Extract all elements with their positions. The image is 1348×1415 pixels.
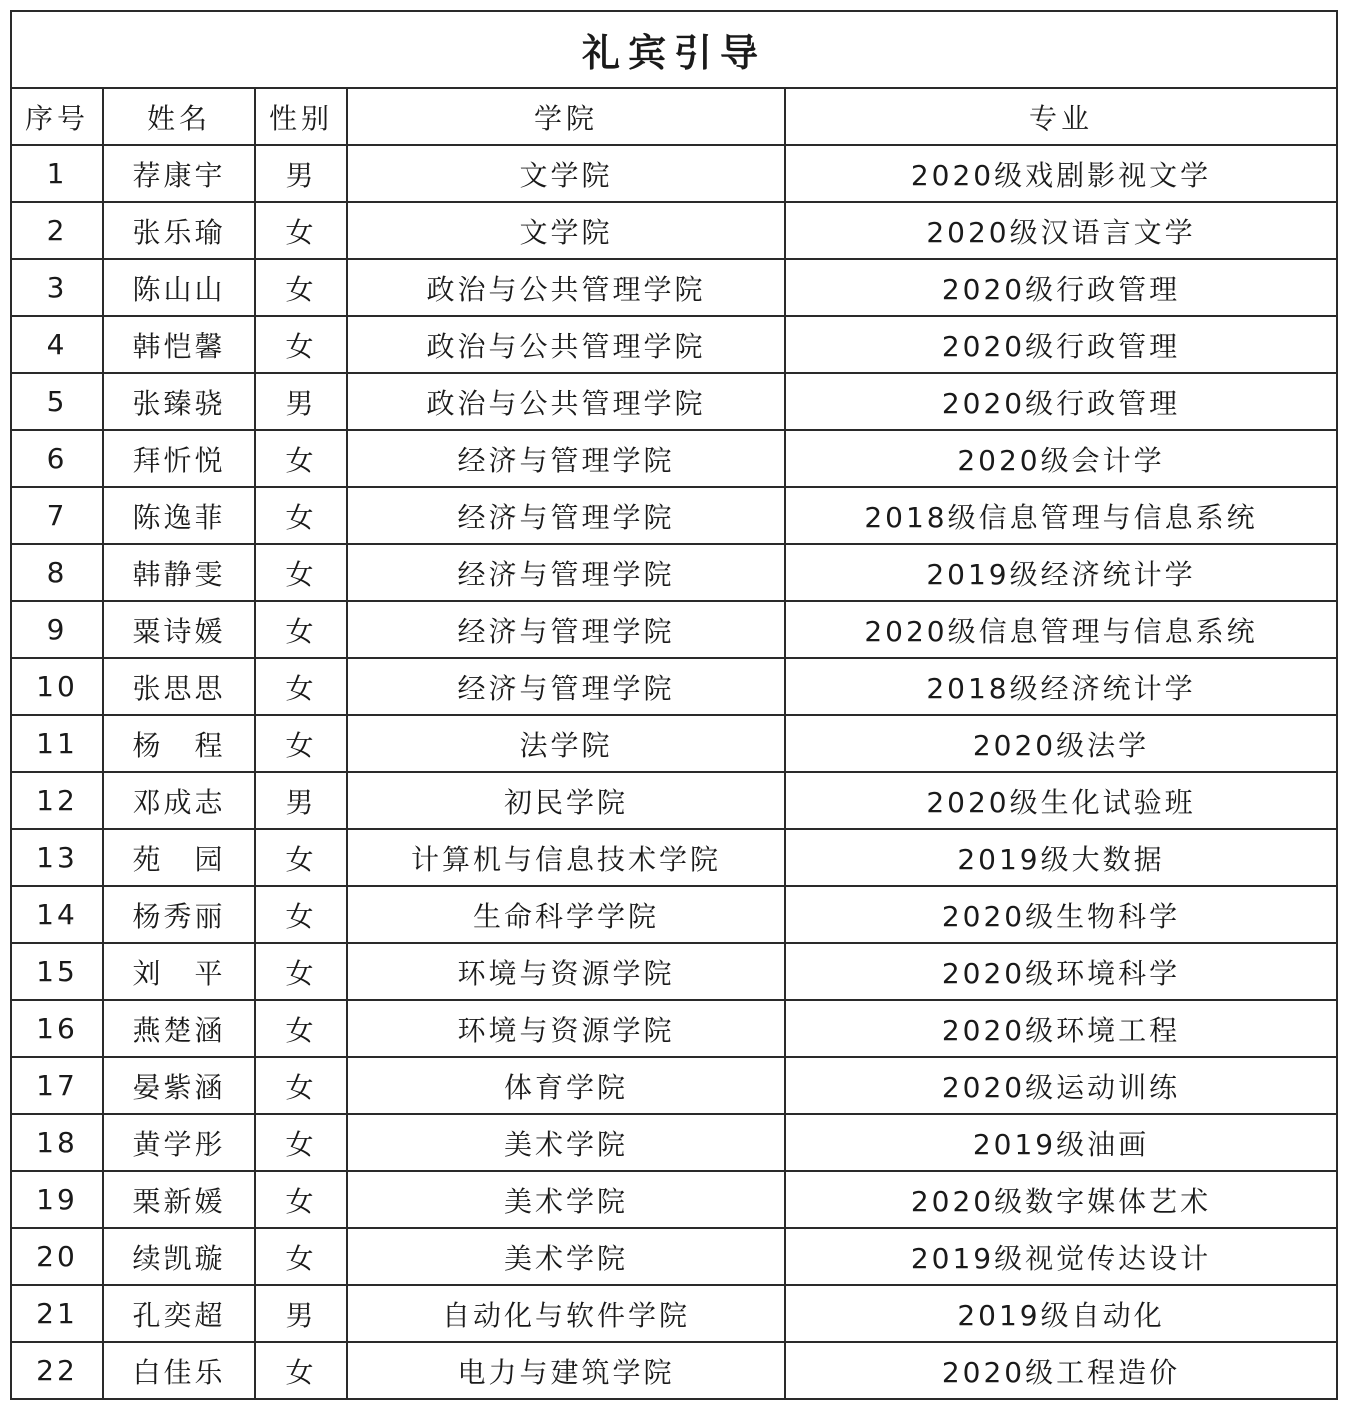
header-seq: 序号 (11, 88, 103, 145)
cell-college: 计算机与信息技术学院 (347, 829, 785, 886)
cell-college: 经济与管理学院 (347, 658, 785, 715)
cell-name: 黄学彤 (103, 1114, 255, 1171)
cell-college: 政治与公共管理学院 (347, 316, 785, 373)
table-row (11, 658, 1337, 715)
cell-gender: 女 (255, 1114, 347, 1171)
table-row (11, 1000, 1337, 1057)
cell-major: 2019级油画 (785, 1114, 1337, 1171)
guest-guide-table (10, 10, 1338, 1400)
cell-gender: 女 (255, 943, 347, 1000)
cell-seq: 2 (11, 202, 103, 259)
table-row (11, 316, 1337, 373)
cell-name: 刘 平 (103, 943, 255, 1000)
cell-gender: 女 (255, 544, 347, 601)
cell-major: 2018级信息管理与信息系统 (785, 487, 1337, 544)
cell-gender: 女 (255, 829, 347, 886)
cell-seq: 16 (11, 1000, 103, 1057)
cell-college: 经济与管理学院 (347, 430, 785, 487)
cell-name: 陈山山 (103, 259, 255, 316)
cell-name: 张臻骁 (103, 373, 255, 430)
table-row (11, 430, 1337, 487)
cell-name: 荐康宇 (103, 145, 255, 202)
cell-name: 孔奕超 (103, 1285, 255, 1342)
cell-name: 续凯璇 (103, 1228, 255, 1285)
cell-major: 2020级生物科学 (785, 886, 1337, 943)
cell-major: 2020级戏剧影视文学 (785, 145, 1337, 202)
cell-seq: 21 (11, 1285, 103, 1342)
cell-seq: 14 (11, 886, 103, 943)
table-row (11, 943, 1337, 1000)
cell-college: 环境与资源学院 (347, 1000, 785, 1057)
cell-college: 文学院 (347, 145, 785, 202)
cell-major: 2020级环境科学 (785, 943, 1337, 1000)
cell-name: 苑 园 (103, 829, 255, 886)
cell-major: 2020级工程造价 (785, 1342, 1337, 1399)
table-row (11, 886, 1337, 943)
table-row (11, 1285, 1337, 1342)
cell-gender: 女 (255, 1228, 347, 1285)
table-row (11, 601, 1337, 658)
cell-name: 韩恺馨 (103, 316, 255, 373)
cell-college: 经济与管理学院 (347, 544, 785, 601)
cell-gender: 女 (255, 658, 347, 715)
cell-name: 邓成志 (103, 772, 255, 829)
table-row (11, 829, 1337, 886)
cell-college: 自动化与软件学院 (347, 1285, 785, 1342)
cell-gender: 男 (255, 1285, 347, 1342)
cell-name: 拜忻悦 (103, 430, 255, 487)
cell-major: 2020级法学 (785, 715, 1337, 772)
table-row (11, 544, 1337, 601)
cell-major: 2020级行政管理 (785, 316, 1337, 373)
cell-seq: 8 (11, 544, 103, 601)
cell-gender: 男 (255, 373, 347, 430)
cell-major: 2020级生化试验班 (785, 772, 1337, 829)
cell-college: 经济与管理学院 (347, 601, 785, 658)
cell-gender: 女 (255, 601, 347, 658)
table-body (11, 11, 1337, 1399)
cell-college: 政治与公共管理学院 (347, 373, 785, 430)
cell-seq: 7 (11, 487, 103, 544)
cell-seq: 20 (11, 1228, 103, 1285)
header-row (11, 88, 1337, 145)
cell-major: 2020级行政管理 (785, 373, 1337, 430)
cell-gender: 女 (255, 1171, 347, 1228)
cell-seq: 18 (11, 1114, 103, 1171)
cell-college: 文学院 (347, 202, 785, 259)
cell-major: 2019级自动化 (785, 1285, 1337, 1342)
header-gender: 性别 (255, 88, 347, 145)
cell-college: 生命科学学院 (347, 886, 785, 943)
cell-college: 电力与建筑学院 (347, 1342, 785, 1399)
cell-gender: 女 (255, 1000, 347, 1057)
cell-gender: 女 (255, 316, 347, 373)
cell-college: 环境与资源学院 (347, 943, 785, 1000)
table-row (11, 1171, 1337, 1228)
table-row (11, 202, 1337, 259)
cell-seq: 15 (11, 943, 103, 1000)
cell-seq: 19 (11, 1171, 103, 1228)
cell-major: 2020级运动训练 (785, 1057, 1337, 1114)
cell-college: 经济与管理学院 (347, 487, 785, 544)
cell-gender: 女 (255, 715, 347, 772)
cell-major: 2020级行政管理 (785, 259, 1337, 316)
cell-gender: 女 (255, 202, 347, 259)
cell-seq: 4 (11, 316, 103, 373)
cell-college: 政治与公共管理学院 (347, 259, 785, 316)
cell-seq: 10 (11, 658, 103, 715)
cell-major: 2020级环境工程 (785, 1000, 1337, 1057)
cell-gender: 女 (255, 886, 347, 943)
table-row (11, 1228, 1337, 1285)
cell-name: 燕楚涵 (103, 1000, 255, 1057)
cell-major: 2019级视觉传达设计 (785, 1228, 1337, 1285)
cell-name: 杨 程 (103, 715, 255, 772)
cell-major: 2020级会计学 (785, 430, 1337, 487)
cell-seq: 9 (11, 601, 103, 658)
cell-gender: 女 (255, 430, 347, 487)
cell-name: 张乐瑜 (103, 202, 255, 259)
header-name: 姓名 (103, 88, 255, 145)
table-row (11, 1114, 1337, 1171)
cell-seq: 3 (11, 259, 103, 316)
table-title: 礼宾引导 (11, 11, 1337, 88)
cell-major: 2020级信息管理与信息系统 (785, 601, 1337, 658)
cell-college: 美术学院 (347, 1171, 785, 1228)
cell-major: 2020级数字媒体艺术 (785, 1171, 1337, 1228)
cell-college: 初民学院 (347, 772, 785, 829)
cell-major: 2020级汉语言文学 (785, 202, 1337, 259)
table-row (11, 715, 1337, 772)
header-major: 专业 (785, 88, 1337, 145)
cell-college: 法学院 (347, 715, 785, 772)
table-row (11, 772, 1337, 829)
cell-college: 体育学院 (347, 1057, 785, 1114)
cell-seq: 17 (11, 1057, 103, 1114)
cell-name: 粟诗媛 (103, 601, 255, 658)
cell-gender: 男 (255, 145, 347, 202)
cell-seq: 1 (11, 145, 103, 202)
cell-gender: 女 (255, 259, 347, 316)
cell-seq: 5 (11, 373, 103, 430)
table-row (11, 487, 1337, 544)
cell-seq: 22 (11, 1342, 103, 1399)
table-row (11, 1342, 1337, 1399)
title-row (11, 11, 1337, 88)
cell-name: 韩静雯 (103, 544, 255, 601)
cell-seq: 13 (11, 829, 103, 886)
cell-major: 2019级大数据 (785, 829, 1337, 886)
table-row (11, 1057, 1337, 1114)
cell-seq: 12 (11, 772, 103, 829)
header-college: 学院 (347, 88, 785, 145)
cell-major: 2019级经济统计学 (785, 544, 1337, 601)
table-row (11, 259, 1337, 316)
cell-name: 晏紫涵 (103, 1057, 255, 1114)
cell-college: 美术学院 (347, 1228, 785, 1285)
cell-seq: 6 (11, 430, 103, 487)
cell-gender: 女 (255, 1057, 347, 1114)
table-row (11, 373, 1337, 430)
table-row (11, 145, 1337, 202)
cell-name: 杨秀丽 (103, 886, 255, 943)
cell-seq: 11 (11, 715, 103, 772)
cell-gender: 女 (255, 487, 347, 544)
cell-name: 陈逸菲 (103, 487, 255, 544)
cell-major: 2018级经济统计学 (785, 658, 1337, 715)
cell-gender: 女 (255, 1342, 347, 1399)
cell-name: 白佳乐 (103, 1342, 255, 1399)
cell-name: 栗新媛 (103, 1171, 255, 1228)
cell-gender: 男 (255, 772, 347, 829)
cell-college: 美术学院 (347, 1114, 785, 1171)
cell-name: 张思思 (103, 658, 255, 715)
